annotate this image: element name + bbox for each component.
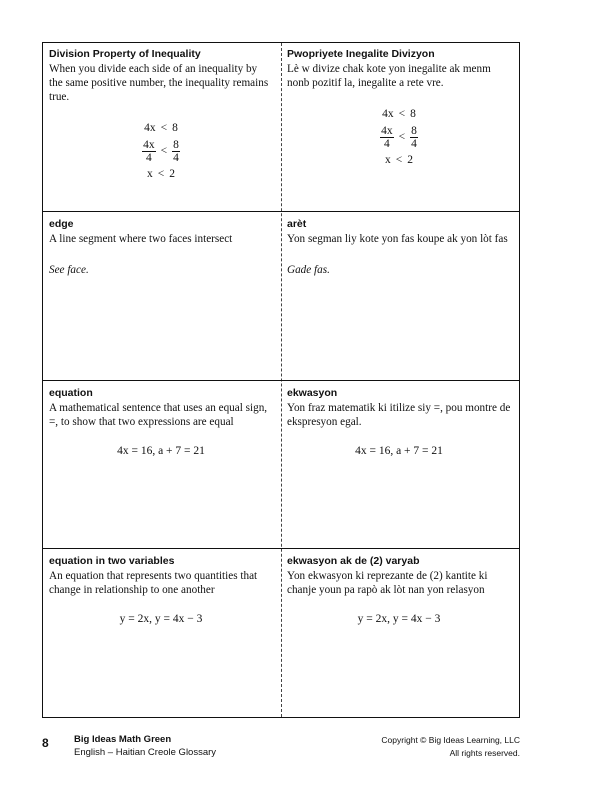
inequality-example <box>364 106 434 168</box>
entry-english <box>43 550 281 625</box>
math-rhs: 8 <box>172 122 178 134</box>
math-lhs: x <box>385 154 391 166</box>
math-op: < <box>160 122 168 134</box>
math-rhs: 2 <box>169 168 175 180</box>
fraction-denominator: 4 <box>146 151 152 164</box>
math-op: < <box>395 154 403 166</box>
definition: When you divide each side of an inequality by the same positive number, the inequality remains true. <box>49 63 269 103</box>
math-rhs: 8 <box>410 108 416 120</box>
fraction-numerator: 4x <box>143 138 155 151</box>
definition: Yon ekwasyon ki reprezante de (2) kantite ki chanje youn pa rapò ak lòt nan yon relasyon <box>287 570 488 596</box>
entry-creole <box>281 382 519 457</box>
math-rhs: 2 <box>407 154 413 166</box>
fraction-numerator: 8 <box>411 124 417 137</box>
definition: Lè w divize chak kote yon inegalite ak menm nonb pozitif la, inegalite a rete vre. <box>287 63 491 89</box>
fraction-denominator: 4 <box>173 151 179 164</box>
fraction-numerator: 4x <box>381 124 393 137</box>
copyright-notice: Copyright © Big Ideas Learning, LLC <box>381 735 520 745</box>
term: Pwopriyete Inegalite Divizyon <box>287 48 435 60</box>
math-op: < <box>398 131 406 143</box>
entry-english <box>43 43 281 182</box>
entry-english <box>43 382 281 457</box>
glossary-subtitle: English – Haitian Creole Glossary <box>74 747 217 758</box>
entry-creole <box>281 213 519 276</box>
term: Division Property of Inequality <box>49 48 201 60</box>
row-divider <box>43 211 519 212</box>
definition: A mathematical sentence that uses an equal sign, =, to show that two expressions are equal <box>49 402 268 428</box>
equation-example: y = 2x, y = 4x − 3 <box>119 613 203 625</box>
term: equation <box>49 387 93 399</box>
rights-notice: All rights reserved. <box>449 748 520 758</box>
math-lhs: 4x <box>144 122 156 134</box>
entry-creole <box>281 550 519 625</box>
book-title: Big Ideas Math Green <box>74 734 172 745</box>
entry-english <box>43 213 281 276</box>
term: ekwasyon <box>287 387 338 399</box>
math-lhs: x <box>147 168 153 180</box>
math-op: < <box>157 168 165 180</box>
term: edge <box>49 218 74 230</box>
cross-reference: Gade fas. <box>287 264 330 276</box>
term: equation in two variables <box>49 555 175 567</box>
entry-creole <box>281 43 519 168</box>
row-divider <box>43 548 519 549</box>
fraction-denominator: 4 <box>384 137 390 150</box>
fraction-denominator: 4 <box>411 137 417 150</box>
equation-example: y = 2x, y = 4x − 3 <box>357 613 441 625</box>
row-divider <box>43 380 519 381</box>
term: ekwasyon ak de (2) varyab <box>287 555 420 567</box>
page-number: 8 <box>42 736 49 750</box>
math-op: < <box>160 145 168 157</box>
glossary-table <box>42 42 520 718</box>
fraction-numerator: 8 <box>173 138 179 151</box>
math-op: < <box>398 108 406 120</box>
definition: Yon fraz matematik ki itilize siy =, pou montre de ekspresyon egal. <box>287 402 511 428</box>
definition: An equation that represents two quantities that change in relationship to one another <box>49 570 258 596</box>
definition: Yon segman liy kote yon fas koupe ak yon lòt fas <box>287 233 508 245</box>
cross-reference: See face. <box>49 264 89 276</box>
equation-example: 4x = 16, a + 7 = 21 <box>355 445 443 457</box>
term: arèt <box>287 218 307 230</box>
definition: A line segment where two faces intersect <box>49 233 233 245</box>
math-lhs: 4x <box>382 108 394 120</box>
equation-example: 4x = 16, a + 7 = 21 <box>117 445 205 457</box>
inequality-example <box>126 120 196 182</box>
